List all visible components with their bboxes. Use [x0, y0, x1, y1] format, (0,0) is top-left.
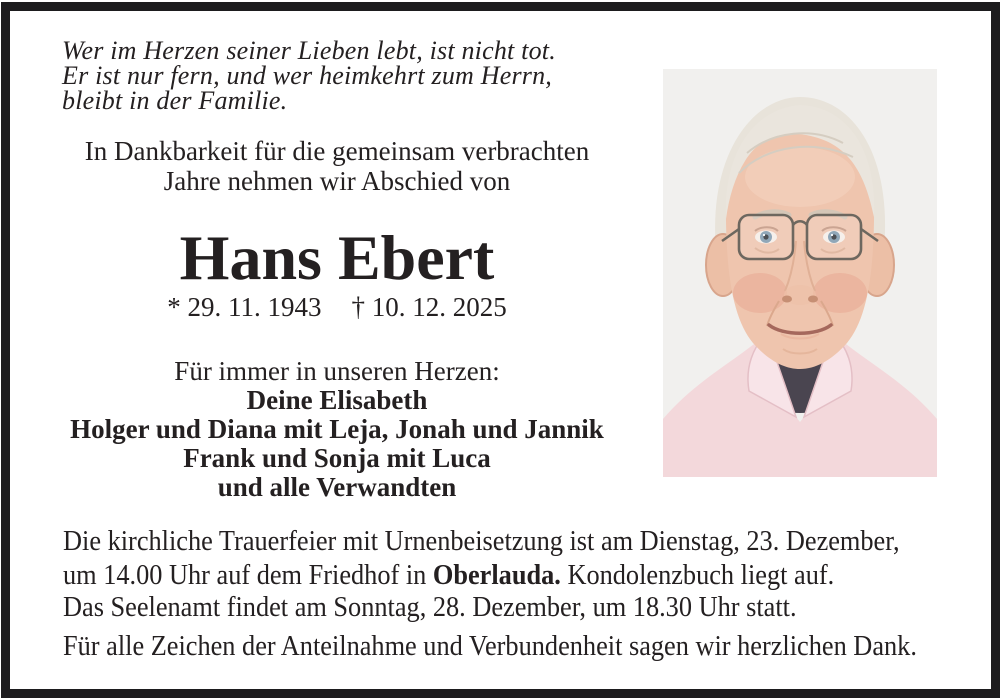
right-lens	[807, 215, 861, 259]
funeral-info-line	[63, 560, 834, 592]
left-lens	[739, 215, 793, 259]
life-dates	[12, 292, 662, 323]
mourner-line: Deine Elisabeth	[246, 385, 428, 415]
mourner-line: und alle Verwandten	[217, 472, 457, 502]
left-nostril	[782, 296, 792, 303]
epigraph-line: Wer im Herzen seiner Lieben lebt, ist nicht tot.	[62, 36, 556, 65]
funeral-place: Oberlauda.	[432, 560, 561, 591]
epigraph-line: bleibt in der Familie.	[62, 86, 288, 115]
mourners-heading: Für immer in unseren Herzen:	[174, 356, 500, 386]
right-nostril	[808, 296, 818, 303]
left-cheek	[733, 273, 787, 313]
requiem-line: Das Seelenamt findet am Sonntag, 28. Dezember, um 18.30 Uhr statt.	[63, 592, 797, 623]
funeral-info-line: Die kirchliche Trauerfeier mit Urnenbeisetzung ist am Dienstag, 23. Dezember,	[63, 526, 900, 557]
right-cheek	[813, 273, 867, 313]
funeral-line2-post: Kondolenzbuch liegt auf.	[560, 560, 835, 591]
mourner-line: Frank und Sonja mit Luca	[183, 443, 491, 473]
mourners-block	[12, 357, 662, 502]
mourner-line: Holger und Diana mit Leja, Jonah und Jannik	[70, 414, 604, 444]
death-date: † 10. 12. 2025	[351, 292, 507, 322]
intro-line: In Dankbarkeit für die gemeinsam verbrachten	[84, 136, 590, 166]
deceased-name: Hans Ebert	[179, 222, 495, 293]
funeral-line2-pre: um 14.00 Uhr auf dem Friedhof in	[63, 560, 433, 591]
intro-line: Jahre nehmen wir Abschied von	[163, 166, 511, 196]
epigraph	[62, 38, 556, 113]
intro-text	[12, 136, 662, 196]
portrait-photo	[663, 69, 937, 477]
thanks-line: Für alle Zeichen der Anteilnahme und Verbundenheit sagen wir herzlichen Dank.	[63, 631, 917, 662]
birth-date: * 29. 11. 1943	[167, 292, 322, 322]
epigraph-line: Er ist nur fern, und wer heimkehrt zum Herrn,	[62, 61, 552, 90]
portrait-photo-graphic	[663, 69, 937, 477]
